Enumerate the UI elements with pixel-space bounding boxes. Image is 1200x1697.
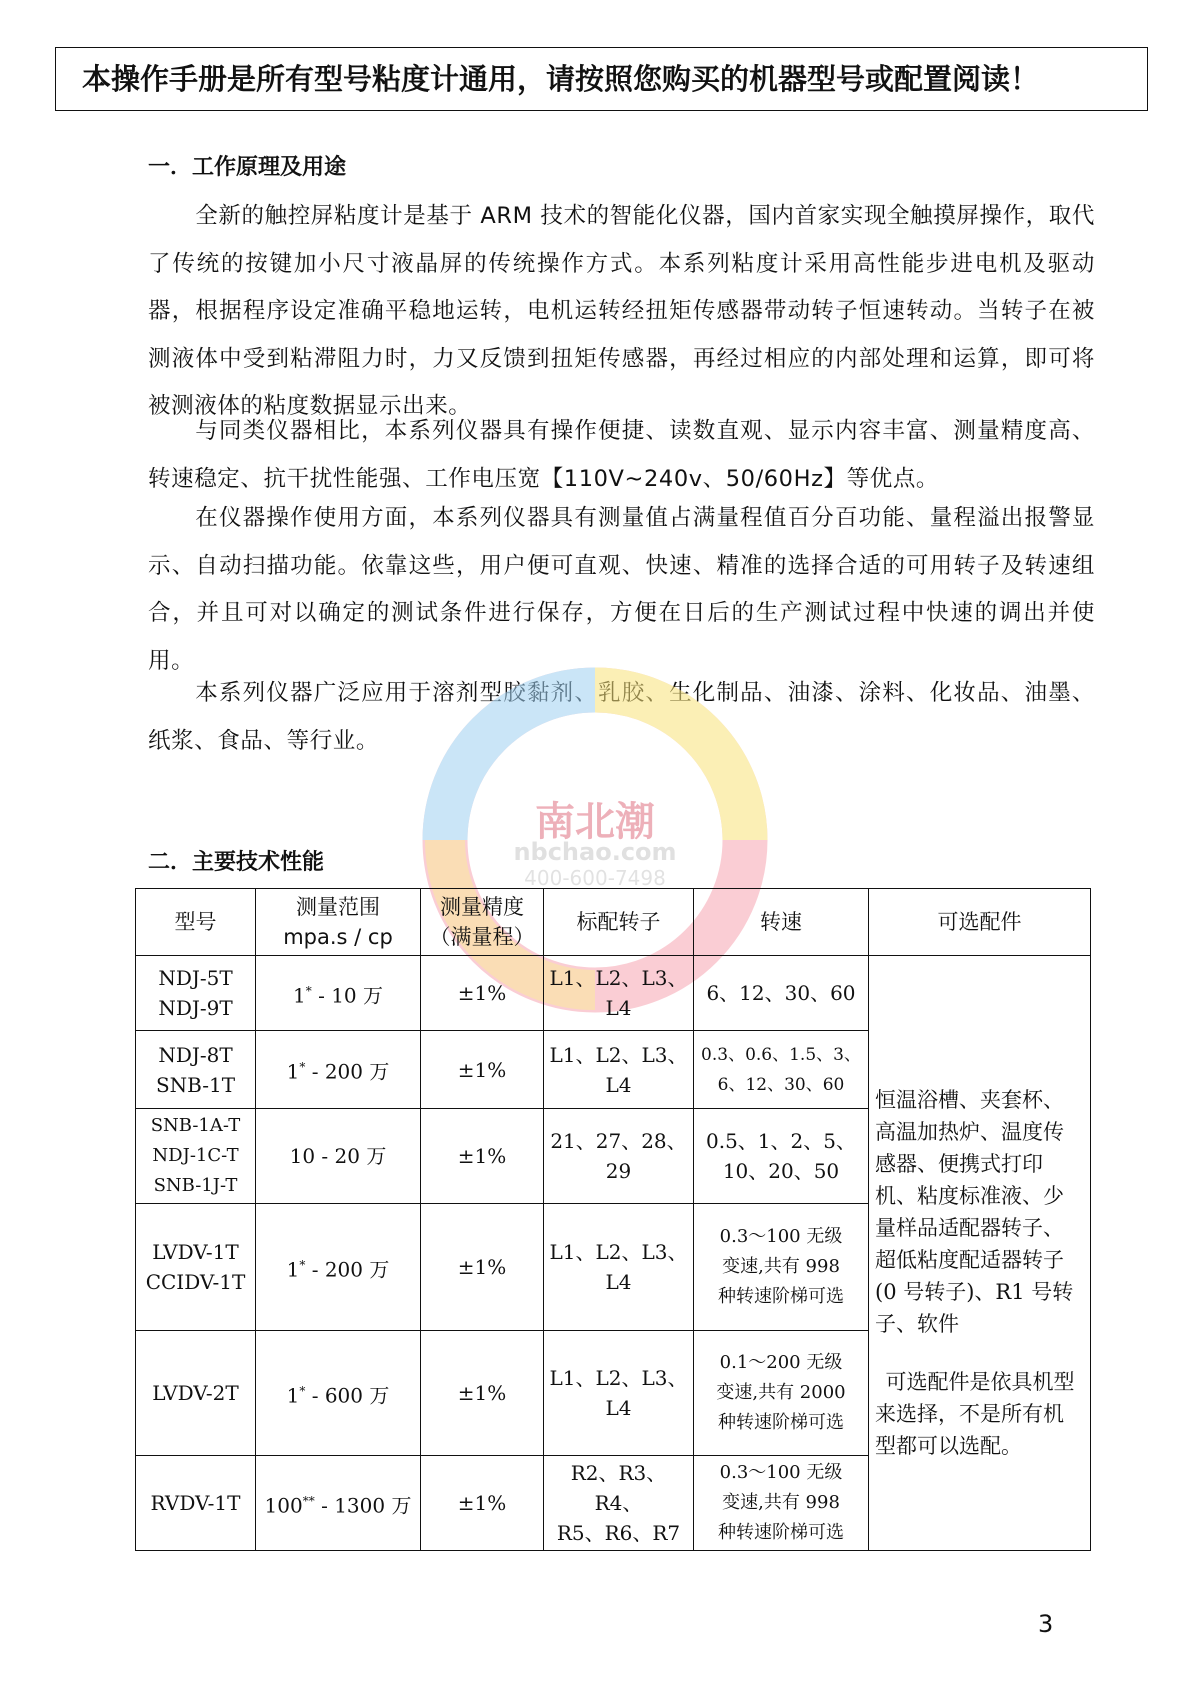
accuracy-cell: ±1% xyxy=(421,1204,544,1331)
range-cell: 1* - 200 万 xyxy=(256,1031,421,1109)
section-2-title: 二．主要技术性能 xyxy=(148,850,325,875)
rotor-cell: L1、L2、L3、 L4 xyxy=(544,956,694,1031)
model-cell: LVDV-2T xyxy=(136,1331,256,1456)
accuracy-cell: ±1% xyxy=(421,1031,544,1109)
header-range: 测量范围 mpa.s / cp xyxy=(256,889,421,956)
speed-cell: 0.3～100 无级 变速,共有 998 种转速阶梯可选 xyxy=(694,1456,869,1551)
header-accuracy: 测量精度 （满量程） xyxy=(421,889,544,956)
range-cell: 100** - 1300 万 xyxy=(256,1456,421,1551)
watermark-site: nbchao.com xyxy=(513,838,677,866)
table-header-row xyxy=(136,889,1091,956)
watermark-brand: 南北潮 xyxy=(535,799,655,845)
table-row xyxy=(136,956,1091,1031)
accuracy-cell: ±1% xyxy=(421,1331,544,1456)
accuracy-cell: ±1% xyxy=(421,956,544,1031)
range-cell: 10 - 20 万 xyxy=(256,1109,421,1204)
speed-cell: 0.3、0.6、1.5、3、 6、12、30、60 xyxy=(694,1031,869,1109)
header-model: 型号 xyxy=(136,889,256,956)
paragraph-advantages: 与同类仪器相比，本系列仪器具有操作便捷、读数直观、显示内容丰富、测量精度高、转速稳定、抗干扰性能强、工作电压宽【110V~240v、50/60Hz】等优点。 xyxy=(148,418,1095,492)
speed-cell: 0.3～100 无级 变速,共有 998 种转速阶梯可选 xyxy=(694,1204,869,1331)
paragraph-functions: 在仪器操作使用方面，本系列仪器具有测量值占满量程值百分百功能、量程溢出报警显示、自动扫描功能。依靠这些，用户便可直观、快速、精准的选择合适的可用转子及转速组合，并且可对以确定的测试条件进行保存，方便在日后的生产测试过程中快速的调出并使用。 xyxy=(148,505,1095,674)
speed-cell: 6、12、30、60 xyxy=(694,956,869,1031)
model-cell: RVDV-1T xyxy=(136,1456,256,1551)
accuracy-cell: ±1% xyxy=(421,1456,544,1551)
specs-table xyxy=(135,888,1091,1551)
range-cell: 1* - 600 万 xyxy=(256,1331,421,1456)
accuracy-cell: ±1% xyxy=(421,1109,544,1204)
paragraph-principle: 全新的触控屏粘度计是基于 ARM 技术的智能化仪器，国内首家实现全触摸屏操作，取代了传统的按键加小尺寸液晶屏的传统操作方式。本系列粘度计采用高性能步进电机及驱动器，根据程序设定准确平稳地运转，电机运转经扭矩传感器带动转子恒速转动。当转子在被测液体中受到粘滞阻力时，力又反馈到扭矩传感器，再经过相应的内部处理和运算，即可将被测液体的粘度数据显示出来。 xyxy=(148,203,1095,419)
rotor-cell: 21、27、28、 29 xyxy=(544,1109,694,1204)
speed-cell: 0.1～200 无级 变速,共有 2000 种转速阶梯可选 xyxy=(694,1331,869,1456)
rotor-cell: R2、R3、R4、 R5、R6、R7 xyxy=(544,1456,694,1551)
header-rotor: 标配转子 xyxy=(544,889,694,956)
range-cell: 1* - 10 万 xyxy=(256,956,421,1031)
rotor-cell: L1、L2、L3、 L4 xyxy=(544,1331,694,1456)
rotor-cell: L1、L2、L3、 L4 xyxy=(544,1031,694,1109)
notice-banner: 本操作手册是所有型号粘度计通用，请按照您购买的机器型号或配置阅读！ xyxy=(55,47,1148,111)
accessories-cell: 恒温浴槽、夹套杯、高温加热炉、温度传感器、便携式打印机、粘度标准液、少量样品适配器转子、超低粘度配适器转子(0 号转子)、R1 号转子、软件 可选配件是依具机型来选择，不是所有机型都可以选配。 xyxy=(869,956,1091,1551)
speed-cell: 0.5、1、2、5、 10、20、50 xyxy=(694,1109,869,1204)
model-cell: SNB-1A-T NDJ-1C-T SNB-1J-T xyxy=(136,1109,256,1204)
model-cell: LVDV-1T CCIDV-1T xyxy=(136,1204,256,1331)
header-speed: 转速 xyxy=(694,889,869,956)
range-cell: 1* - 200 万 xyxy=(256,1204,421,1331)
header-accessories: 可选配件 xyxy=(869,889,1091,956)
section-1-title: 一．工作原理及用途 xyxy=(148,155,347,180)
rotor-cell: L1、L2、L3、 L4 xyxy=(544,1204,694,1331)
paragraph-applications: 本系列仪器广泛应用于溶剂型胶黏剂、乳胶、生化制品、油漆、涂料、化妆品、油墨、纸浆、食品、等行业。 xyxy=(148,680,1095,754)
page-number: 3 xyxy=(1038,1610,1054,1638)
watermark-phone: 400-600-7498 xyxy=(524,866,666,890)
model-cell: NDJ-5T NDJ-9T xyxy=(136,956,256,1031)
model-cell: NDJ-8T SNB-1T xyxy=(136,1031,256,1109)
